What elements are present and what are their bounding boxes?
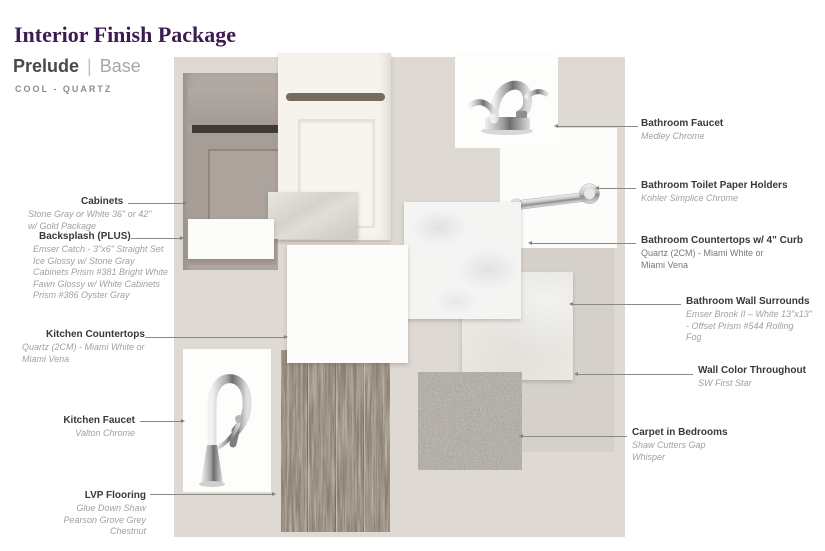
page-title: Interior Finish Package xyxy=(14,22,237,47)
label-bathroom-countertops xyxy=(641,235,803,271)
label-title: Bathroom Countertops w/ 4" Curb xyxy=(641,235,803,246)
leader-line-bathroom-countertops xyxy=(532,243,636,244)
kitchen-faucet-image xyxy=(183,349,271,492)
package-name: Prelude xyxy=(13,56,80,76)
label-bathroom-faucet xyxy=(641,118,723,143)
label-description: Quartz (2CM) - Miami White or Miami Vena xyxy=(22,342,145,364)
label-title: Bathroom Wall Surrounds xyxy=(686,296,810,307)
label-kitchen-faucet xyxy=(55,415,135,440)
leader-line-lvp-flooring xyxy=(150,494,272,495)
leader-line-kitchen-faucet xyxy=(140,421,181,422)
backsplash-tile-fawn-glossy-swatch xyxy=(268,192,358,239)
leader-line-wall-color xyxy=(578,374,693,375)
kitchen-faucet-photo xyxy=(183,349,271,492)
label-carpet xyxy=(632,427,728,463)
label-title: LVP Flooring xyxy=(84,490,146,501)
leader-line-carpet xyxy=(523,436,627,437)
label-description: Stone Gray or White 36" or 42" w/ Gold Package xyxy=(28,209,152,231)
label-backsplash xyxy=(33,231,168,302)
cabinet-handle-slot xyxy=(286,93,385,101)
label-title: Carpet in Bedrooms xyxy=(632,427,728,438)
label-title: Cabinets xyxy=(81,196,124,207)
label-title: Backsplash (PLUS) xyxy=(39,231,131,242)
label-description: Kohler Simplice Chrome xyxy=(641,193,739,203)
leader-line-kitchen-countertops xyxy=(145,337,284,338)
label-kitchen-countertops xyxy=(22,329,145,365)
label-title: Kitchen Countertops xyxy=(46,329,145,340)
kitchen-countertop-swatch xyxy=(287,245,408,363)
label-title: Bathroom Toilet Paper Holders xyxy=(641,180,788,191)
package-tier: Base xyxy=(99,56,141,76)
label-description: Valton Chrome xyxy=(75,428,135,438)
label-lvp-flooring xyxy=(56,490,146,538)
cabinet-handle-slot xyxy=(192,125,278,133)
label-description: Emser Brook II – White 13"x13" - Offset Prism #544 Rolling Fog xyxy=(686,309,812,342)
bathroom-countertop-swatch xyxy=(404,202,521,319)
wood-grain-image xyxy=(281,350,390,532)
bathroom-faucet-photo xyxy=(455,53,558,148)
label-description: Medley Chrome xyxy=(641,131,705,141)
scheme-label: COOL - QUARTZ xyxy=(15,84,113,94)
label-wall-color xyxy=(698,365,806,390)
label-title: Kitchen Faucet xyxy=(63,415,135,426)
leader-line-bathroom-faucet xyxy=(558,126,638,127)
label-description: SW First Star xyxy=(698,378,752,388)
label-description: Glue Down Shaw Pearson Grove Grey Chestnut xyxy=(63,503,146,536)
backsplash-tile-ice-glossy-swatch xyxy=(188,219,274,259)
carpet-swatch xyxy=(418,372,522,470)
leader-line-wall-surrounds xyxy=(573,304,681,305)
lvp-flooring-swatch xyxy=(281,350,390,532)
label-cabinets xyxy=(28,196,151,232)
label-title: Bathroom Faucet xyxy=(641,118,724,129)
label-description: Shaw Cutters Gap Whisper xyxy=(632,440,706,462)
package-subtitle xyxy=(13,56,141,77)
label-toilet-paper-holders xyxy=(641,180,788,205)
label-wall-surrounds xyxy=(686,296,812,344)
label-description: Emser Catch - 3"x6" Straight Set Ice Glossy w/ Stone Gray Cabinets Prism #381 Bright White Fawn Glossy w/ White Cabinets Prism #386 Oyster Gray xyxy=(33,244,169,300)
leader-line-toilet-paper-holders xyxy=(599,188,636,189)
label-description: Quartz (2CM) - Miami White or Miami Vena xyxy=(641,248,764,270)
carpet-texture-image xyxy=(418,372,522,470)
subtitle-divider: | xyxy=(87,56,92,76)
label-title: Wall Color Throughout xyxy=(698,365,806,376)
cabinet-drawer-front xyxy=(188,87,277,125)
bathroom-faucet-image xyxy=(455,53,558,148)
